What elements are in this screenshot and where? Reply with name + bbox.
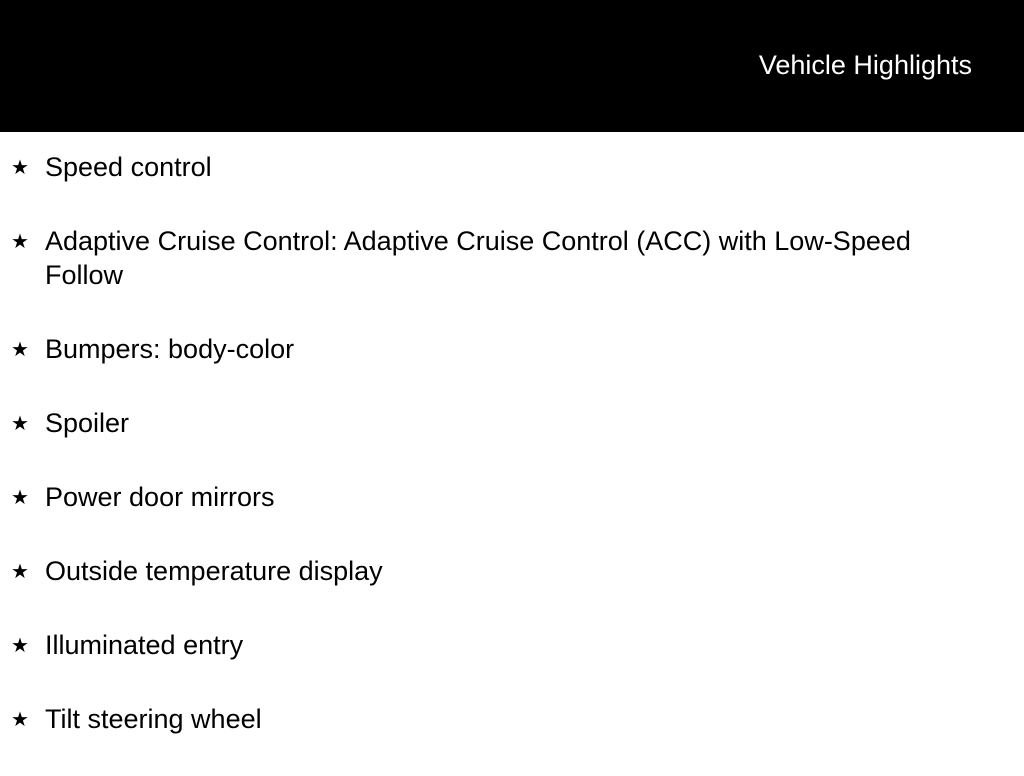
star-icon: ★ [11, 707, 29, 731]
star-icon: ★ [11, 337, 29, 361]
star-icon: ★ [11, 155, 29, 179]
star-icon: ★ [11, 411, 29, 435]
star-icon: ★ [11, 229, 29, 253]
list-item [0, 554, 1024, 588]
list-item-label: Bumpers: body-color [45, 334, 295, 364]
list-item-label: Speed control [45, 152, 212, 182]
list-item-label: Illuminated entry [45, 630, 244, 660]
list-item [0, 224, 1024, 292]
star-icon: ★ [11, 485, 29, 509]
highlights-list [0, 150, 1024, 776]
list-item [0, 332, 1024, 366]
list-item-label: Tilt steering wheel [45, 704, 262, 734]
list-item-label: Outside temperature display [45, 556, 383, 586]
star-icon: ★ [11, 633, 29, 657]
list-item-label: Adaptive Cruise Control: Adaptive Cruise Control (ACC) with Low-Speed Follow [45, 226, 911, 290]
list-item-label: Spoiler [45, 408, 130, 438]
list-item [0, 628, 1024, 662]
header-bar [0, 0, 1024, 132]
list-item-label: Power door mirrors [45, 482, 275, 512]
list-item [0, 480, 1024, 514]
list-item [0, 150, 1024, 184]
list-item [0, 702, 1024, 736]
list-item [0, 406, 1024, 440]
star-icon: ★ [11, 559, 29, 583]
page-title: Vehicle Highlights [758, 50, 972, 80]
